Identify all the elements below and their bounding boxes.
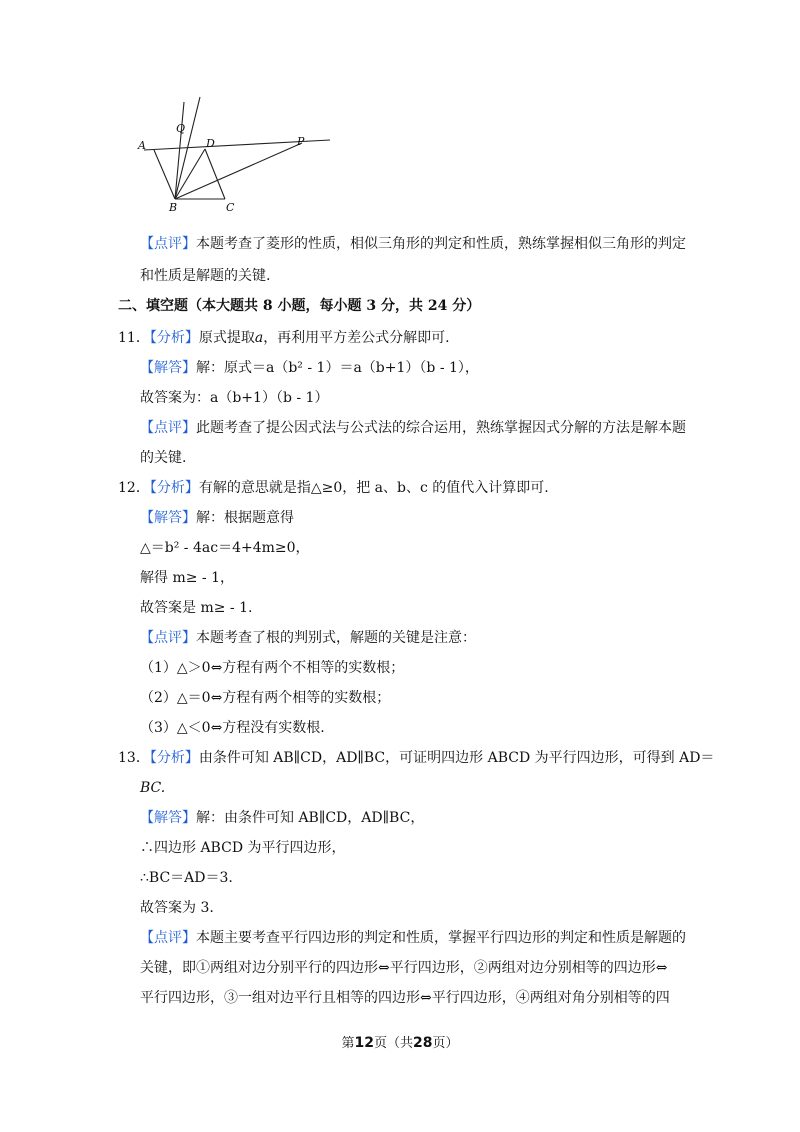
comment-tag: 【点评】 <box>140 630 196 646</box>
label-a: A <box>138 139 146 152</box>
answer-tag: 【解答】 <box>140 360 196 376</box>
q13-analysis-line2: BC. <box>140 780 166 796</box>
comment-tag: 【点评】 <box>140 930 196 946</box>
analysis-tag: 【分析】 <box>149 330 199 346</box>
q12-answer <box>140 508 294 528</box>
label-p: P <box>297 135 305 148</box>
segment-ab <box>154 150 175 199</box>
q12-comment-text: 本题考查了根的判别式，解题的关键是注意： <box>196 630 476 646</box>
comment-tag: 【点评】 <box>140 236 196 252</box>
q10-comment-line1 <box>140 234 686 254</box>
q10-comment-text1: 本题考查了菱形的性质，相似三角形的判定和性质，熟练掌握相似三角形的判定 <box>196 236 686 252</box>
geometry-figure-svg <box>132 92 337 217</box>
label-c: C <box>226 201 235 214</box>
q11-number: 11． <box>118 330 150 346</box>
q12-line3: 解得 m≥ - 1， <box>140 570 234 586</box>
q13-line3: ∴BC＝AD＝3. <box>140 870 233 886</box>
q12-comment <box>140 628 476 648</box>
footer-prefix: 第 <box>341 1036 355 1051</box>
q11-comment-line2: 的关键. <box>140 450 187 466</box>
answer-tag: 【解答】 <box>140 510 196 526</box>
q12-item3: （3）△＜0⇔方程没有实数根. <box>140 720 325 736</box>
q13-comment-line1 <box>140 928 686 948</box>
footer-total-pages: 28 <box>413 1035 433 1051</box>
footer-suffix: 页） <box>432 1036 459 1051</box>
q13-analysis-line1 <box>118 748 714 768</box>
q11-answer-text: 解：原式＝a（b² - 1）＝a（b+1）（b - 1）， <box>196 360 479 376</box>
q11-comment-text1: 此题考查了提公因式法与公式法的综合运用，熟练掌握因式分解的方法是解本题 <box>196 420 686 436</box>
q13-line2: ∴四边形 ABCD 为平行四边形， <box>140 840 346 856</box>
q13-comment-line2: 关键，即①两组对边分别平行的四边形⇔平行四边形，②两组对边分别相等的四边形⇔ <box>140 960 668 976</box>
geometry-figure <box>132 92 337 217</box>
footer-page-number: 12 <box>354 1035 374 1051</box>
segment-dc <box>205 149 225 199</box>
q12-analysis-text: 有解的意思就是指△≥0，把 a、b、c 的值代入计算即可. <box>198 480 549 496</box>
q12-line2: △＝b² - 4ac＝4+4m≥0， <box>140 540 310 556</box>
q11-comment-line1 <box>140 418 686 438</box>
q13-comment-text1: 本题主要考查平行四边形的判定和性质，掌握平行四边形的判定和性质是解题的 <box>196 930 686 946</box>
q12-answer-text: 解：根据题意得 <box>196 510 294 526</box>
q10-comment-line2: 和性质是解题的关键. <box>140 268 271 284</box>
analysis-tag: 【分析】 <box>149 480 199 496</box>
page-footer <box>0 1032 800 1051</box>
q13-analysis-text1: 由条件可知 AB∥CD，AD∥BC，可证明四边形 ABCD 为平行四边形，可得到 AD＝ <box>198 750 715 766</box>
q12-number: 12． <box>118 480 150 496</box>
analysis-tag: 【分析】 <box>149 750 199 766</box>
q11-analysis-var: a <box>254 330 264 346</box>
q13-answer <box>140 808 424 828</box>
line-b-ray <box>175 102 184 199</box>
label-d: D <box>206 137 215 150</box>
answer-tag: 【解答】 <box>140 810 196 826</box>
q13-answer-text: 解：由条件可知 AB∥CD，AD∥BC， <box>196 810 425 826</box>
segment-bp <box>175 143 302 199</box>
label-q: Q <box>176 122 186 135</box>
q11-answer <box>140 358 479 378</box>
q11-analysis-text-a: 原式提取 <box>198 330 255 346</box>
footer-middle: 页（共 <box>373 1036 413 1051</box>
q12-item2: （2）△＝0⇔方程有两个相等的实数根； <box>140 690 391 706</box>
q12-analysis <box>118 478 549 498</box>
comment-tag: 【点评】 <box>140 420 196 436</box>
section-2-title: 二、填空题（本大题共 8 小题，每小题 3 分，共 24 分） <box>118 298 481 314</box>
segment-bd <box>175 149 205 199</box>
q11-analysis <box>118 328 450 348</box>
q12-line4: 故答案是 m≥ - 1. <box>140 600 253 616</box>
q11-final-answer: 故答案为：a（b+1）（b - 1） <box>140 390 329 406</box>
q13-number: 13． <box>118 750 150 766</box>
q13-comment-line3: 平行四边形，③一组对边平行且相等的四边形⇔平行四边形，④两组对角分别相等的四 <box>140 990 670 1006</box>
q12-item1: （1）△＞0⇔方程有两个不相等的实数根； <box>140 660 405 676</box>
label-b: B <box>169 201 178 214</box>
q13-line4: 故答案为 3. <box>140 900 214 916</box>
q11-analysis-text-b: ，再利用平方差公式分解即可. <box>263 330 450 346</box>
